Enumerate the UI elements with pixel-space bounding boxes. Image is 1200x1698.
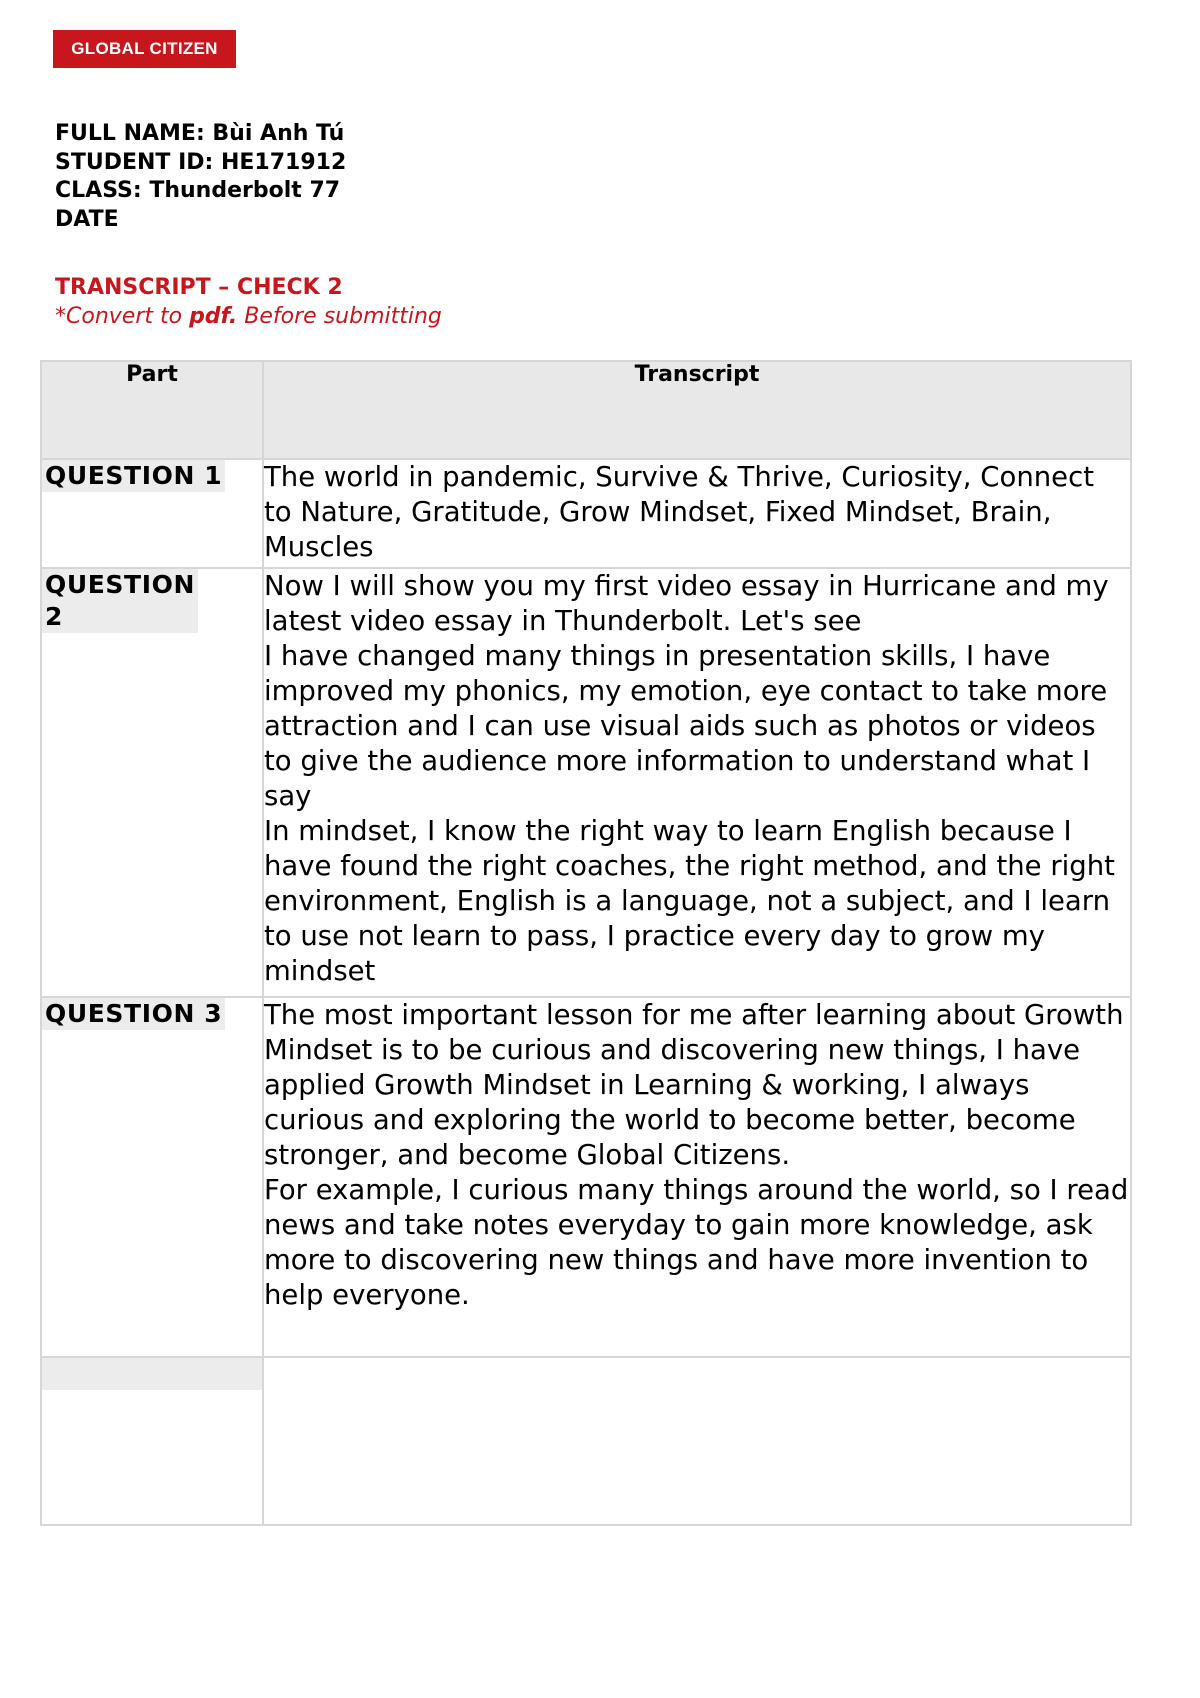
part-cell: [41, 997, 263, 1357]
document-title: TRANSCRIPT – CHECK 2: [55, 275, 343, 300]
note-suffix: Before submitting: [237, 303, 442, 329]
document-heading: [55, 274, 442, 331]
transcript-paragraph: The most important lesson for me after learning about Growth Mindset is to be curious and discovering new things, I have applied Growth Mindset in Learning & working, I always curious and exploring the world to become better, become stronger, and become Global Citizens.: [264, 999, 1124, 1171]
student-id: STUDENT ID: HE171912: [55, 149, 347, 175]
date-label: DATE: [55, 206, 119, 232]
question-1-label: QUESTION 1: [42, 460, 225, 492]
part-cell: [41, 459, 263, 568]
table-row: [41, 997, 1131, 1357]
full-name: FULL NAME: Bùi Anh Tú: [55, 121, 345, 146]
transcript-table: [40, 360, 1132, 1526]
table-row: [41, 568, 1131, 997]
transcript-cell: [263, 459, 1131, 568]
part-cell: [41, 568, 263, 997]
note-prefix: *Convert to: [55, 303, 190, 329]
part-cell: [41, 1357, 263, 1525]
transcript-cell: [263, 997, 1131, 1357]
empty-part-label: [42, 1358, 262, 1390]
transcript-paragraph: In mindset, I know the right way to learn English because I have found the right coaches, the right method, and the right environment, English is a language, not a subject, and I learn to use not learn to pass, I practice every day to grow my mindset: [264, 815, 1115, 987]
question-3-label: QUESTION 3: [42, 998, 225, 1030]
transcript-paragraph: Now I will show you my first video essay in Hurricane and my latest video essay in Thunderbolt. Let's see: [264, 570, 1109, 637]
question-2-label: QUESTION 2: [42, 569, 198, 633]
transcript-column-header: Transcript: [263, 361, 1131, 459]
student-info: [55, 120, 346, 234]
transcript-cell: [263, 1357, 1131, 1525]
transcript-paragraph: I have changed many things in presentation skills, I have improved my phonics, my emotion, eye contact to take more attraction and I can use visual aids such as photos or videos to give the audience more information to understand what I say: [264, 640, 1108, 812]
class-name: CLASS: Thunderbolt 77: [55, 178, 341, 203]
table-row: [41, 459, 1131, 568]
part-column-header: Part: [41, 361, 263, 459]
submission-note: [55, 303, 442, 332]
transcript-paragraph: For example, I curious many things around the world, so I read news and take notes everyday to gain more knowledge, ask more to discovering new things and have more invention to help everyone.: [264, 1174, 1129, 1311]
table-header-row: [41, 361, 1131, 459]
global-citizen-logo: GLOBAL CITIZEN: [53, 30, 236, 68]
note-bold: pdf.: [189, 303, 238, 329]
transcript-paragraph: The world in pandemic, Survive & Thrive, Curiosity, Connect to Nature, Gratitude, Grow Mindset, Fixed Mindset, Brain, Muscles: [264, 461, 1094, 563]
table-row: [41, 1357, 1131, 1525]
transcript-cell: [263, 568, 1131, 997]
